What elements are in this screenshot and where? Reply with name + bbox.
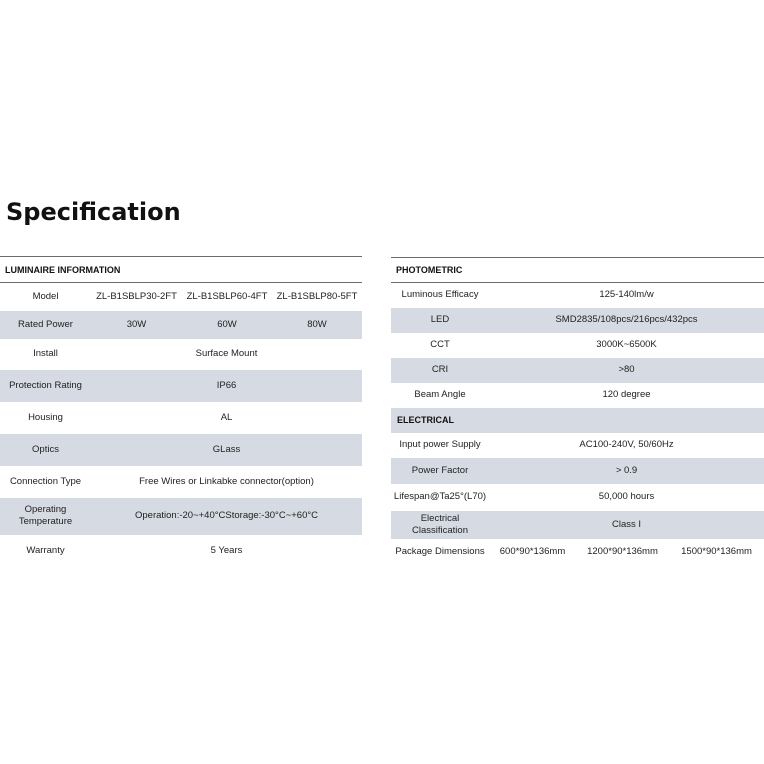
photometric-electrical-table [391,257,764,565]
cell-value: 1500*90*136mm [681,545,752,557]
luminaire-information-table [0,256,362,568]
row-label-line: Classification [412,524,468,536]
cell-value: ZL-B1SBLP30-2FT [96,290,177,302]
row-label-line: Temperature [18,516,73,527]
cell-value: Operation:-20~+40°CStorage:-30°C~+60°C [91,498,362,535]
table-row [0,311,362,339]
cell-value: 1200*90*136mm [587,545,658,557]
cell-value: AC100-240V, 50/60Hz [579,439,674,450]
table-row [391,283,764,308]
row-label: CCT [430,339,450,350]
cell-value: IP66 [91,370,362,402]
cell-value: SMD2835/108pcs/216pcs/432pcs [489,308,764,333]
luminaire-header-row [0,257,362,283]
row-label: Luminous Efficacy [401,289,479,301]
luminaire-header: LUMINAIRE INFORMATION [0,257,362,283]
row-label-line: Electrical [420,512,460,524]
row-label: Model [32,290,59,302]
electrical-header-row [391,408,764,433]
row-label: Install [33,348,58,359]
cell-value: > 0.9 [489,458,764,484]
cell-value: 50,000 hours [598,491,655,502]
row-label [391,511,489,539]
cell-value: GLass [91,434,362,466]
row-label: Input power Supply [399,439,481,450]
row-label: Rated Power [0,311,91,339]
table-row [0,370,362,402]
row-label: Package Dimensions [395,545,485,557]
cell-value: 3000K~6500K [596,339,657,350]
cell-value: Free Wires or Linkabke connector(option) [139,475,314,487]
cell-value: 5 Years [210,545,243,556]
table-row [0,283,362,311]
cell-value: AL [220,411,233,423]
table-row [0,466,362,498]
table-row [391,383,764,408]
table-row [0,434,362,466]
photometric-header: PHOTOMETRIC [391,258,764,283]
electrical-header: ELECTRICAL [391,408,764,433]
table-row [391,433,764,458]
cell-value: ZL-B1SBLP60-4FT [186,290,268,302]
row-label: Protection Rating [0,370,91,402]
cell-value: 120 degree [602,389,651,400]
cell-value: >80 [489,358,764,383]
row-label: Lifespan@Ta25°(L70) [393,491,487,502]
row-label: LED [391,308,489,333]
page-title: Specification [6,198,181,226]
cell-value: 60W [182,311,272,339]
table-row [0,535,362,568]
row-label: Beam Angle [414,389,466,400]
row-label: Connection Type [9,475,82,487]
cell-value: 125-140lm/w [599,289,654,301]
table-row [0,402,362,434]
cell-value: 80W [272,311,362,339]
table-row [0,498,362,535]
table-row [391,333,764,358]
row-label: Optics [0,434,91,466]
cell-value: Class I [489,511,764,539]
table-row [391,358,764,383]
table-row [0,339,362,370]
row-label: Power Factor [391,458,489,484]
row-label: Warranty [26,545,65,556]
cell-value: 30W [91,311,182,339]
row-label: Housing [28,411,63,423]
cell-value: 600*90*136mm [499,545,566,557]
row-label-line: Operating [24,504,67,515]
photometric-header-row [391,258,764,283]
cell-value: ZL-B1SBLP80-5FT [276,290,358,302]
table-row [391,511,764,539]
table-row [391,458,764,484]
table-row [391,539,764,565]
table-row [391,308,764,333]
table-row [391,484,764,511]
row-label [0,498,91,535]
row-label: CRI [391,358,489,383]
cell-value: Surface Mount [195,348,258,359]
